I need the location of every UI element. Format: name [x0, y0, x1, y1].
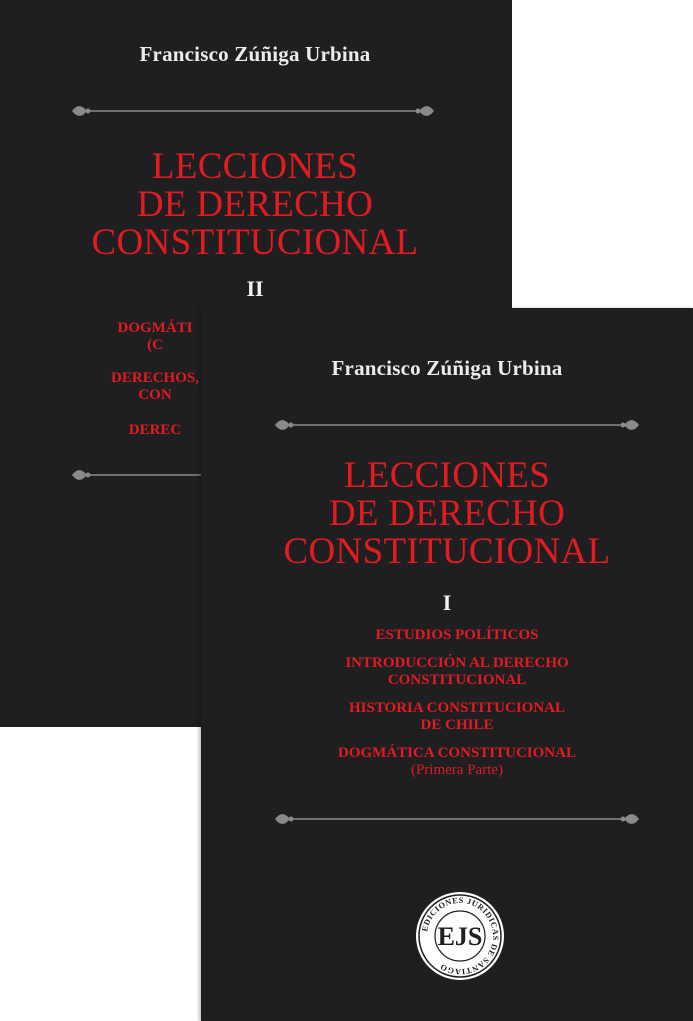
- subtitle-line: (Primera Parte): [410, 762, 504, 778]
- ornament-divider-top: [70, 100, 436, 122]
- subtitle-line: ESTUDIOS POLÍTICOS: [375, 627, 539, 643]
- volume-number: I: [442, 590, 452, 615]
- subtitle-section: [201, 655, 693, 689]
- subtitle-section: [201, 745, 693, 779]
- seal-ring-text: EDICIONES JURIDICAS DE SANTIAGO: [420, 895, 501, 977]
- subtitle-line: INTRODUCCIÓN AL DERECHO: [345, 655, 569, 671]
- volume-number: II: [246, 276, 264, 301]
- publisher-seal-logo: [414, 890, 506, 982]
- subtitle-section: [201, 700, 693, 734]
- author-name: Francisco Zúñiga Urbina: [139, 42, 371, 66]
- subtitle-line: HISTORIA CONSTITUCIONAL: [348, 700, 566, 716]
- book-cover-volume-1: [201, 308, 693, 1021]
- book-title: [0, 148, 510, 262]
- title-line: DE DERECHO: [136, 184, 374, 225]
- seal-initials: EJS: [437, 922, 483, 951]
- author-name: Francisco Zúñiga Urbina: [331, 356, 563, 380]
- subtitle-line: DE CHILE: [420, 717, 494, 733]
- title-line: LECCIONES: [343, 455, 551, 496]
- title-line: DE DERECHO: [328, 493, 566, 534]
- title-line: CONSTITUCIONAL: [91, 222, 419, 263]
- book-title: [201, 457, 693, 571]
- ornament-divider-top: [273, 414, 641, 436]
- subtitle-line: CONSTITUCIONAL: [387, 672, 527, 688]
- subtitle-line: DERECHOS,: [111, 370, 199, 386]
- subtitle-line: DOGMÁTI: [117, 320, 193, 336]
- subtitle-line: CON: [138, 387, 172, 403]
- ornament-divider-bottom: [273, 808, 641, 830]
- title-line: LECCIONES: [151, 146, 359, 187]
- subtitle-line: (C: [147, 337, 163, 353]
- subtitle-line: DOGMÁTICA CONSTITUCIONAL: [338, 745, 576, 761]
- subtitle-line: DEREC: [128, 422, 182, 438]
- title-line: CONSTITUCIONAL: [283, 531, 611, 572]
- subtitle-section: [201, 627, 693, 644]
